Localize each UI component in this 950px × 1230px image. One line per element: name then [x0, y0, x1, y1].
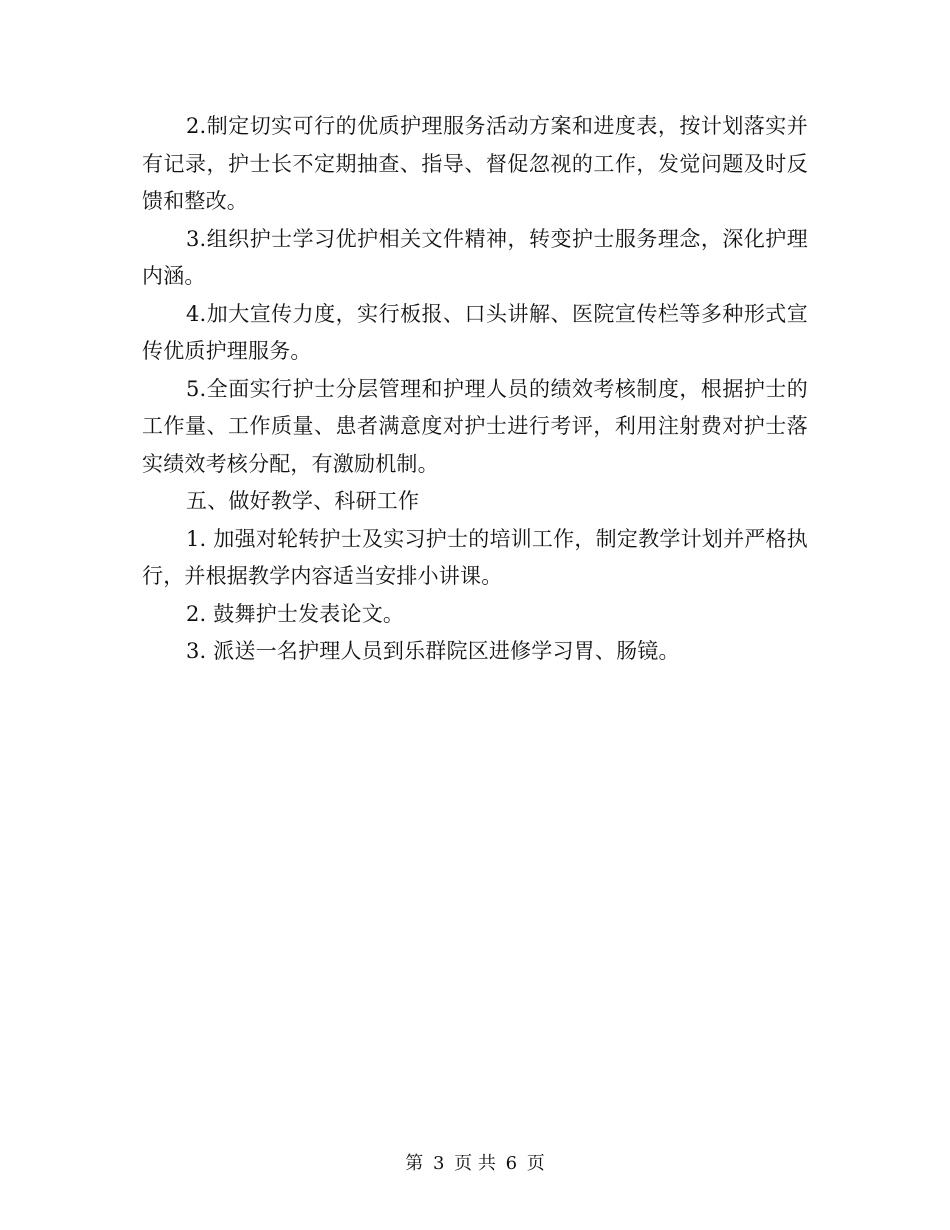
paragraph-item-3-further-study: 3. 派送一名护理人员到乐群院区进修学习胃、肠镜。 [186, 639, 680, 663]
document-body [142, 108, 808, 671]
paragraph-item-2-plan: 2.制定切实可行的优质护理服务活动方案和进度表，按计划落实并有记录，护士长不定期抽查、指导、督促忽视的工作，发觉问题及时反馈和整改。 [142, 114, 808, 213]
current-page-number: 3 [432, 1153, 445, 1174]
total-pages-number: 6 [505, 1153, 518, 1174]
paragraph-item-4-publicity: 4.加大宣传力度，实行板报、口头讲解、医院宣传栏等多种形式宣传优质护理服务。 [142, 301, 808, 363]
page-label-mid: 页 共 [454, 1153, 496, 1174]
paragraph-item-2-papers: 2. 鼓舞护士发表论文。 [186, 601, 405, 626]
paragraph-item-5-management: 5.全面实行护士分层管理和护理人员的绩效考核制度，根据护士的工作量、工作质量、患者满意度对护士进行考评，利用注射费对护士落实绩效考核分配，有激励机制。 [142, 376, 808, 476]
section-heading-teaching-research: 五、做好教学、科研工作 [186, 489, 420, 513]
paragraph-item-3-study: 3.组织护士学习优护相关文件精神，转变护士服务理念，深化护理内涵。 [142, 226, 808, 288]
page-label-prefix: 第 [405, 1153, 424, 1174]
page-label-suffix: 页 [526, 1153, 545, 1174]
paragraph-item-1-training: 1. 加强对轮转护士及实习护士的培训工作，制定教学计划并严格执行，并根据教学内容适当安排小讲课。 [142, 526, 808, 588]
page-footer [0, 1152, 950, 1176]
